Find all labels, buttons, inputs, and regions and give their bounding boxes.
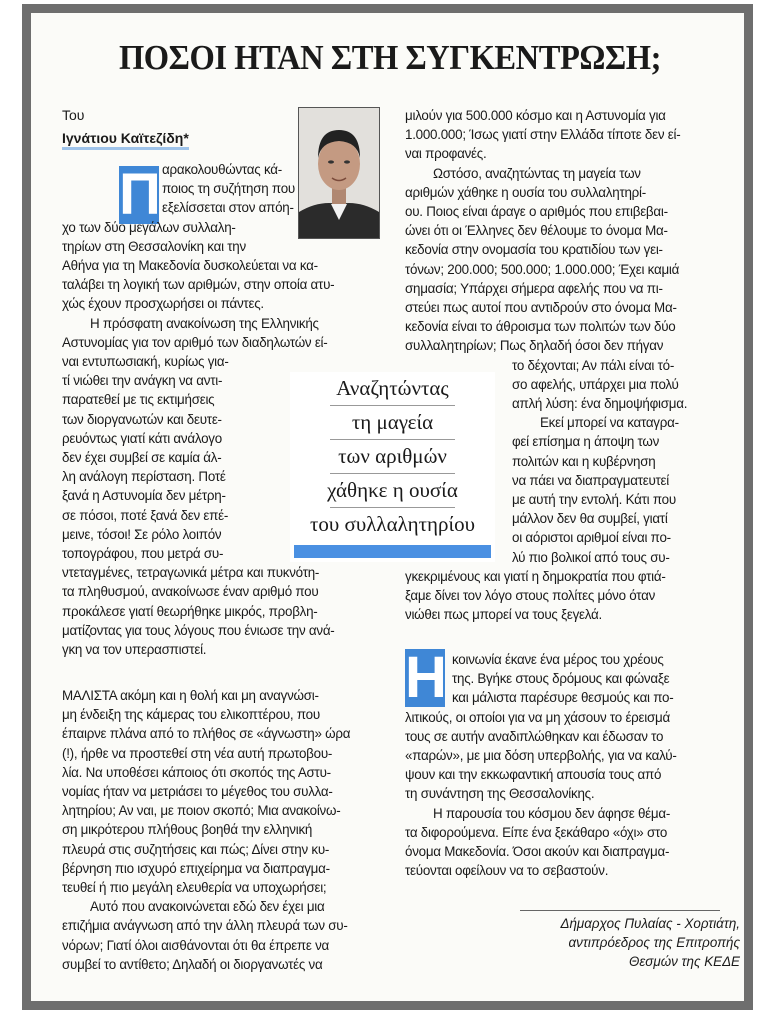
text-line: αρακολουθώντας κά-: [162, 162, 282, 177]
text-line: Ωστόσο, αναζητώντας τη μαγεία των: [433, 165, 641, 181]
text-line: τα πληθυσμού, ανακοίνωσε έναν αριθμό που: [62, 584, 319, 600]
text-line: κοινωνία έκανε ένα μέρος του χρέους: [452, 652, 664, 667]
pull-quote-bar: [294, 545, 491, 558]
text-line: τευθεί ή πιο μεγάλη ελευθερία να υποχωρήσει;: [62, 880, 327, 896]
text-line: ναι προφανές.: [405, 146, 487, 162]
text-line: ταλάβει τη λογική των αριθμών, στην οποία ατυ-: [62, 277, 335, 293]
signature-rule: [520, 910, 720, 911]
text-line: χώς έχουν προσχωρήσει οι πάντες.: [62, 296, 264, 312]
text-line: κεδονία στην ονομασία του κρατιδίου των γει-: [405, 242, 663, 258]
text-line: πλευρά στις συζητήσεις και πώς; Δίνει στην κυ-: [62, 841, 330, 857]
text-line: ώνει ότι οι Έλληνες δεν θέλουμε το όνομα Μα-: [405, 223, 668, 239]
right-column: [452, 650, 737, 708]
text-line: Η πρόσφατη ανακοίνωση της Ελληνικής: [90, 315, 319, 331]
text-line: κεδονία είναι το άθροισμα των πολιτών των δύο: [405, 319, 676, 335]
text-line: επιζήμια ανάγνωση από την άλλη πλευρά των συ-: [62, 918, 348, 934]
text-line: σε πόσοι, ποτέ ξανά δεν επέ-: [62, 507, 229, 523]
text-line: μιλούν για 500.000 κόσμο και η Αστυνομία για: [405, 108, 666, 123]
drop-cap-h: Η: [405, 645, 447, 710]
right-column: [405, 708, 735, 881]
right-column: [512, 356, 737, 567]
text-line: σο αφελής, υπάρχει μια πολύ: [512, 376, 679, 392]
text-line: 1.000.000; Ίσως γιατί στην Ελλάδα τίποτε δεν εί-: [405, 127, 681, 143]
text-line: ρευόντως γιατί κάτι ανάλογο: [62, 430, 222, 446]
text-line: Εκεί μπορεί να καταγρα-: [540, 415, 679, 431]
drop-cap-p: Π: [119, 162, 161, 227]
text-line: και μάλιστα παρέσυρε θεσμούς και πο-: [452, 690, 674, 706]
text-line: τη συνάντηση της Θεσσαλονίκης.: [405, 786, 595, 802]
text-line: μη ένδειξη της κάμερας του ελικοπτέρου, που: [62, 707, 320, 723]
right-column: [405, 567, 735, 625]
text-line: χο των δύο μεγάλων συλλαλη-: [62, 219, 236, 235]
left-column: [62, 686, 392, 974]
text-line: μεινε, τόσοι! Σε ρόλο λοιπόν: [62, 526, 222, 542]
left-column: [162, 160, 312, 218]
text-line: δεν έχει συμβεί σε καμία άλ-: [62, 450, 222, 466]
text-line: Αθήνα για τη Μακεδονία δυσκολεύεται να κα-: [62, 258, 318, 273]
text-line: «παρών», με μια δόση υπερβολής, για να καλύ-: [405, 748, 677, 763]
right-column: [405, 106, 735, 356]
text-line: Αστυνομίας για τον αριθμό των διαδηλωτών εί-: [62, 334, 328, 350]
pull-quote-divider: [330, 507, 455, 508]
text-line: ΜΑΛΙΣΤΑ ακόμη και η θολή και μη αναγνώσι-: [62, 688, 319, 703]
pull-quote-divider: [330, 473, 455, 474]
text-line: λη ανάλογη περίσταση. Ποτέ: [62, 469, 226, 485]
signature-line: Δήμαρχος Πυλαίας - Χορτιάτη,: [560, 916, 740, 931]
text-line: ποιος τη συζήτηση που: [162, 181, 295, 197]
text-line: στεύει πως αυτοί που αντιδρούν στο όνομα Μα-: [405, 300, 677, 316]
text-line: πολιτών και η κυβέρνηση: [512, 453, 656, 469]
text-line: των διοργανωτών και δευτε-: [62, 411, 222, 427]
text-line: τεύονται οφείλουν να το σεβαστούν.: [405, 863, 609, 879]
text-line: (!), ήρθε να προστεθεί στη νέα αυτή πρωτοβου-: [62, 745, 333, 761]
text-line: τηρίων στη Θεσσαλονίκη και την: [62, 238, 246, 254]
pull-quote-divider: [330, 405, 455, 406]
text-line: τί νιώθει την ανάγκη να αντι-: [62, 373, 223, 389]
text-line: ντεταγμένες, τετραγωνικά μέτρα και πυκνότη-: [62, 565, 320, 581]
left-column: [62, 563, 392, 659]
pull-quote-line: Αναζητώντας: [336, 376, 449, 400]
text-line: αριθμών χάθηκε η ουσία του συλλαλητηρί-: [405, 184, 646, 200]
text-line: όνομα Μακεδονία. Όσοι ακούν και διαπραγμα-: [405, 844, 670, 860]
text-line: να πάει να διαπραγματευτεί: [512, 472, 670, 488]
text-line: γκη να τον υπερασπιστεί.: [62, 642, 207, 657]
pull-quote-line: των αριθμών: [338, 444, 447, 468]
text-line: Αυτό που ανακοινώνεται εδώ δεν έχει μια: [90, 899, 325, 915]
text-line: λιτικούς, οι οποίοι για να μη χάσουν το έρεισμά: [405, 709, 670, 725]
text-line: σημασία; Υπάρχει σήμερα αφελής που να πι-: [405, 280, 663, 296]
byline-prefix: Του: [62, 107, 85, 123]
text-line: φεί επίσημα η άποψη των: [512, 434, 660, 450]
pull-quote: [290, 372, 495, 562]
text-line: οι αόριστοι αριθμοί είναι πο-: [512, 530, 671, 546]
author-name: Ιγνάτιου Καϊτεζίδη*: [62, 130, 189, 150]
text-line: λία. Να υποθέσει κάποιος ότι σκοπός της Αστυ-: [62, 764, 331, 780]
text-line: λητηρίου; Αν ναι, με ποιον σκοπό; Μια ανακοίνω-: [62, 803, 341, 819]
text-line: το δέχονται; Αν πάλι είναι τό-: [512, 357, 675, 373]
text-line: απλή λύση: ένα δημοψήφισμα.: [512, 396, 688, 411]
text-line: έπαιρνε πλάνα από το πλήθος σε «άγνωστη» ώρα: [62, 726, 351, 742]
text-line: ξαμε δίνει τον λόγο στους πολίτες μόνο όταν: [405, 588, 656, 603]
left-column: [62, 237, 392, 352]
signature: [440, 914, 740, 971]
text-line: τοπογράφου, που μετρά συ-: [62, 546, 224, 562]
text-line: προκάλεσε γιατί θεωρήθηκε μικρός, προβλη-: [62, 603, 318, 619]
text-line: νομίας ήταν να μετριάσει το μέγεθος του συλλα-: [62, 784, 333, 800]
text-line: τους σε αυτήν αναδιπλώθηκαν και έδωσαν το: [405, 728, 664, 744]
text-line: με αυτή την εντολή. Κάτι που: [512, 492, 676, 508]
text-line: βέρνηση πιο ισχυρό επιχείρημα να διαπραγμα-: [62, 860, 330, 876]
signature-line: Θεσμών της ΚΕΔΕ: [628, 954, 740, 969]
text-line: ψουν και την εκκωφαντική απουσία τους από: [405, 767, 662, 783]
text-line: ξανά η Αστυνομία δεν μέτρη-: [62, 488, 226, 504]
text-line: Η παρουσία του κόσμου δεν άφησε θέμα-: [433, 805, 671, 821]
text-line: ματίζοντας για τους λόγους που ένιωσε την ανά-: [62, 622, 335, 638]
pull-quote-line: τη μαγεία: [351, 410, 434, 434]
text-line: ση μικρότερου πλήθους βοηθά την ελληνική: [62, 822, 313, 838]
text-line: συλλαλητηρίων; Πως δηλαδή όσοι δεν πήγαν: [405, 338, 664, 354]
text-line: λύ πιο βολικοί από τους συ-: [512, 549, 670, 565]
text-line: συμβεί το αντίθετο; Δηλαδή οι διοργανωτές να: [62, 956, 323, 972]
pull-quote-line: του συλλαλητηρίου: [309, 512, 476, 536]
text-line: τα διφορούμενα. Είπε ένα ξεκάθαρο «όχι» στο: [405, 824, 668, 840]
text-line: παρατεθεί με τις εκτιμήσεις: [62, 392, 215, 408]
text-line: ου. Ποιος είναι άραγε ο αριθμός που επιβεβαι-: [405, 204, 668, 220]
left-column: [62, 352, 284, 563]
text-line: νόρων; Γιατί όλοι αισθάνονται ότι θα έπρεπε να: [62, 937, 330, 953]
left-column: [62, 218, 382, 237]
text-line: μάλλον δεν θα συμβεί, γιατί: [512, 511, 668, 527]
pull-quote-divider: [330, 439, 455, 440]
signature-line: αντιπρόεδρος της Επιτροπής: [568, 935, 740, 950]
text-line: τόνων; 200.000; 500.000; 1.000.000; Έχει καμιά: [405, 261, 680, 277]
pull-quote-line: χάθηκε η ουσία: [327, 478, 458, 502]
text-line: ναι εντυπωσιακή, κυρίως για-: [62, 354, 229, 369]
text-line: νιώθει πως μπορεί να τους ξεγελά.: [405, 607, 602, 623]
headline: ΠΟΣΟΙ ΗΤΑΝ ΣΤΗ ΣΥΓΚΕΝΤΡΩΣΗ;: [118, 38, 662, 77]
text-line: της. Βγήκε στους δρόμους και φώναξε: [452, 671, 670, 687]
text-line: εξελίσσεται στον απόη-: [162, 200, 294, 216]
text-line: γκεκριμένους και γιατί η δημοκρατία που φτιά-: [405, 568, 666, 584]
